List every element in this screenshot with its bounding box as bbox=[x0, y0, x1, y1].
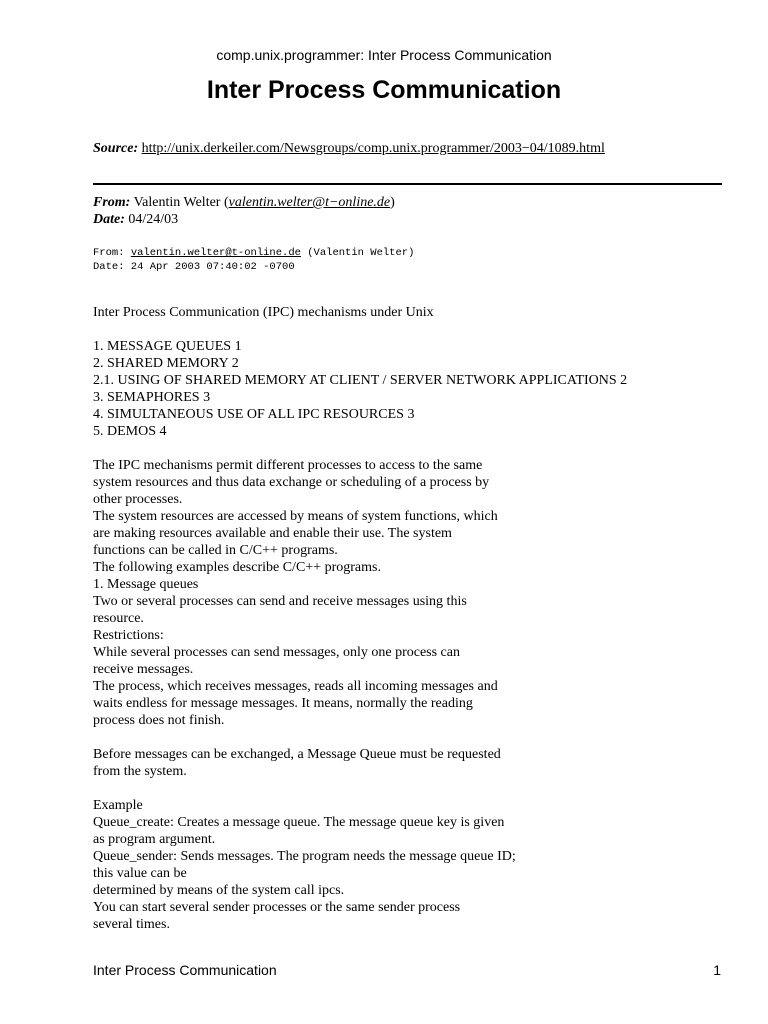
from-label: From: bbox=[93, 195, 131, 210]
text-line: While several processes can send messages, only one process can bbox=[93, 645, 460, 660]
text-line: as program argument. bbox=[93, 832, 216, 847]
paragraph-ipc-description bbox=[93, 457, 693, 729]
text-line: system resources and thus data exchange or scheduling of a process by bbox=[93, 475, 490, 490]
from-line bbox=[93, 194, 395, 211]
text-line: The IPC mechanisms permit different processes to access to the same bbox=[93, 458, 483, 473]
text-line: Two or several processes can send and receive messages using this bbox=[93, 594, 467, 609]
paragraph-example bbox=[93, 797, 693, 933]
text-line: Queue_create: Creates a message queue. The message queue key is given bbox=[93, 815, 505, 830]
text-line: from the system. bbox=[93, 764, 187, 779]
text-line: You can start several sender processes or the same sender process bbox=[93, 900, 461, 915]
page-title: Inter Process Communication bbox=[206, 76, 562, 104]
from-email-link[interactable]: valentin.welter@t−online.de bbox=[228, 195, 391, 210]
toc-item: 5. DEMOS 4 bbox=[93, 424, 167, 439]
from-close: ) bbox=[390, 195, 395, 210]
intro-line: Inter Process Communication (IPC) mechanisms under Unix bbox=[93, 305, 434, 320]
running-header: comp.unix.programmer: Inter Process Communication bbox=[216, 47, 552, 63]
date-label: Date: bbox=[93, 212, 125, 227]
raw-header-block bbox=[93, 246, 414, 274]
text-line: Queue_sender: Sends messages. The program needs the message queue ID; bbox=[93, 849, 516, 864]
toc-item: 2. SHARED MEMORY 2 bbox=[93, 356, 239, 371]
paragraph-message-queue-request bbox=[93, 746, 693, 780]
message-body bbox=[93, 304, 693, 933]
text-line: other processes. bbox=[93, 492, 183, 507]
source-link[interactable]: http://unix.derkeiler.com/Newsgroups/comp.unix.programmer/2003−04/1089.html bbox=[141, 141, 605, 156]
raw-from-email-link[interactable]: valentin.welter@t-online.de bbox=[130, 247, 301, 259]
text-line: are making resources available and enable their use. The system bbox=[93, 526, 452, 541]
toc-item: 4. SIMULTANEOUS USE OF ALL IPC RESOURCES 3 bbox=[93, 407, 415, 422]
raw-from-suffix: (Valentin Welter) bbox=[300, 247, 415, 259]
footer-title: Inter Process Communication bbox=[93, 962, 277, 978]
toc-list bbox=[93, 338, 693, 440]
text-line: determined by means of the system call ipcs. bbox=[93, 883, 345, 898]
text-line: The process, which receives messages, reads all incoming messages and bbox=[93, 679, 498, 694]
text-line: several times. bbox=[93, 917, 170, 932]
date-line bbox=[93, 211, 395, 228]
toc-item: 1. MESSAGE QUEUES 1 bbox=[93, 339, 242, 354]
text-line: functions can be called in C/C++ programs. bbox=[93, 543, 338, 558]
raw-date-line: Date: 24 Apr 2003 07:40:02 -0700 bbox=[93, 261, 295, 273]
source-line bbox=[93, 141, 605, 157]
message-meta bbox=[93, 194, 395, 228]
toc-item: 3. SEMAPHORES 3 bbox=[93, 390, 211, 405]
text-line: 1. Message queues bbox=[93, 577, 199, 592]
date-value: 04/24/03 bbox=[128, 212, 179, 227]
text-line: The following examples describe C/C++ programs. bbox=[93, 560, 381, 575]
text-line: process does not finish. bbox=[93, 713, 225, 728]
source-label: Source: bbox=[93, 141, 139, 156]
text-line: receive messages. bbox=[93, 662, 194, 677]
raw-from-line bbox=[93, 246, 414, 260]
text-line: this value can be bbox=[93, 866, 187, 881]
toc-item: 2.1. USING OF SHARED MEMORY AT CLIENT / SERVER NETWORK APPLICATIONS 2 bbox=[93, 373, 628, 388]
text-line: Restrictions: bbox=[93, 628, 164, 643]
horizontal-rule bbox=[93, 183, 722, 185]
raw-from-prefix: From: bbox=[93, 247, 131, 259]
page-number: 1 bbox=[713, 962, 721, 978]
text-line: Before messages can be exchanged, a Message Queue must be requested bbox=[93, 747, 501, 762]
from-name: Valentin Welter ( bbox=[133, 195, 229, 210]
text-line: Example bbox=[93, 798, 143, 813]
text-line: resource. bbox=[93, 611, 144, 626]
text-line: waits endless for message messages. It means, normally the reading bbox=[93, 696, 473, 711]
text-line: The system resources are accessed by means of system functions, which bbox=[93, 509, 498, 524]
